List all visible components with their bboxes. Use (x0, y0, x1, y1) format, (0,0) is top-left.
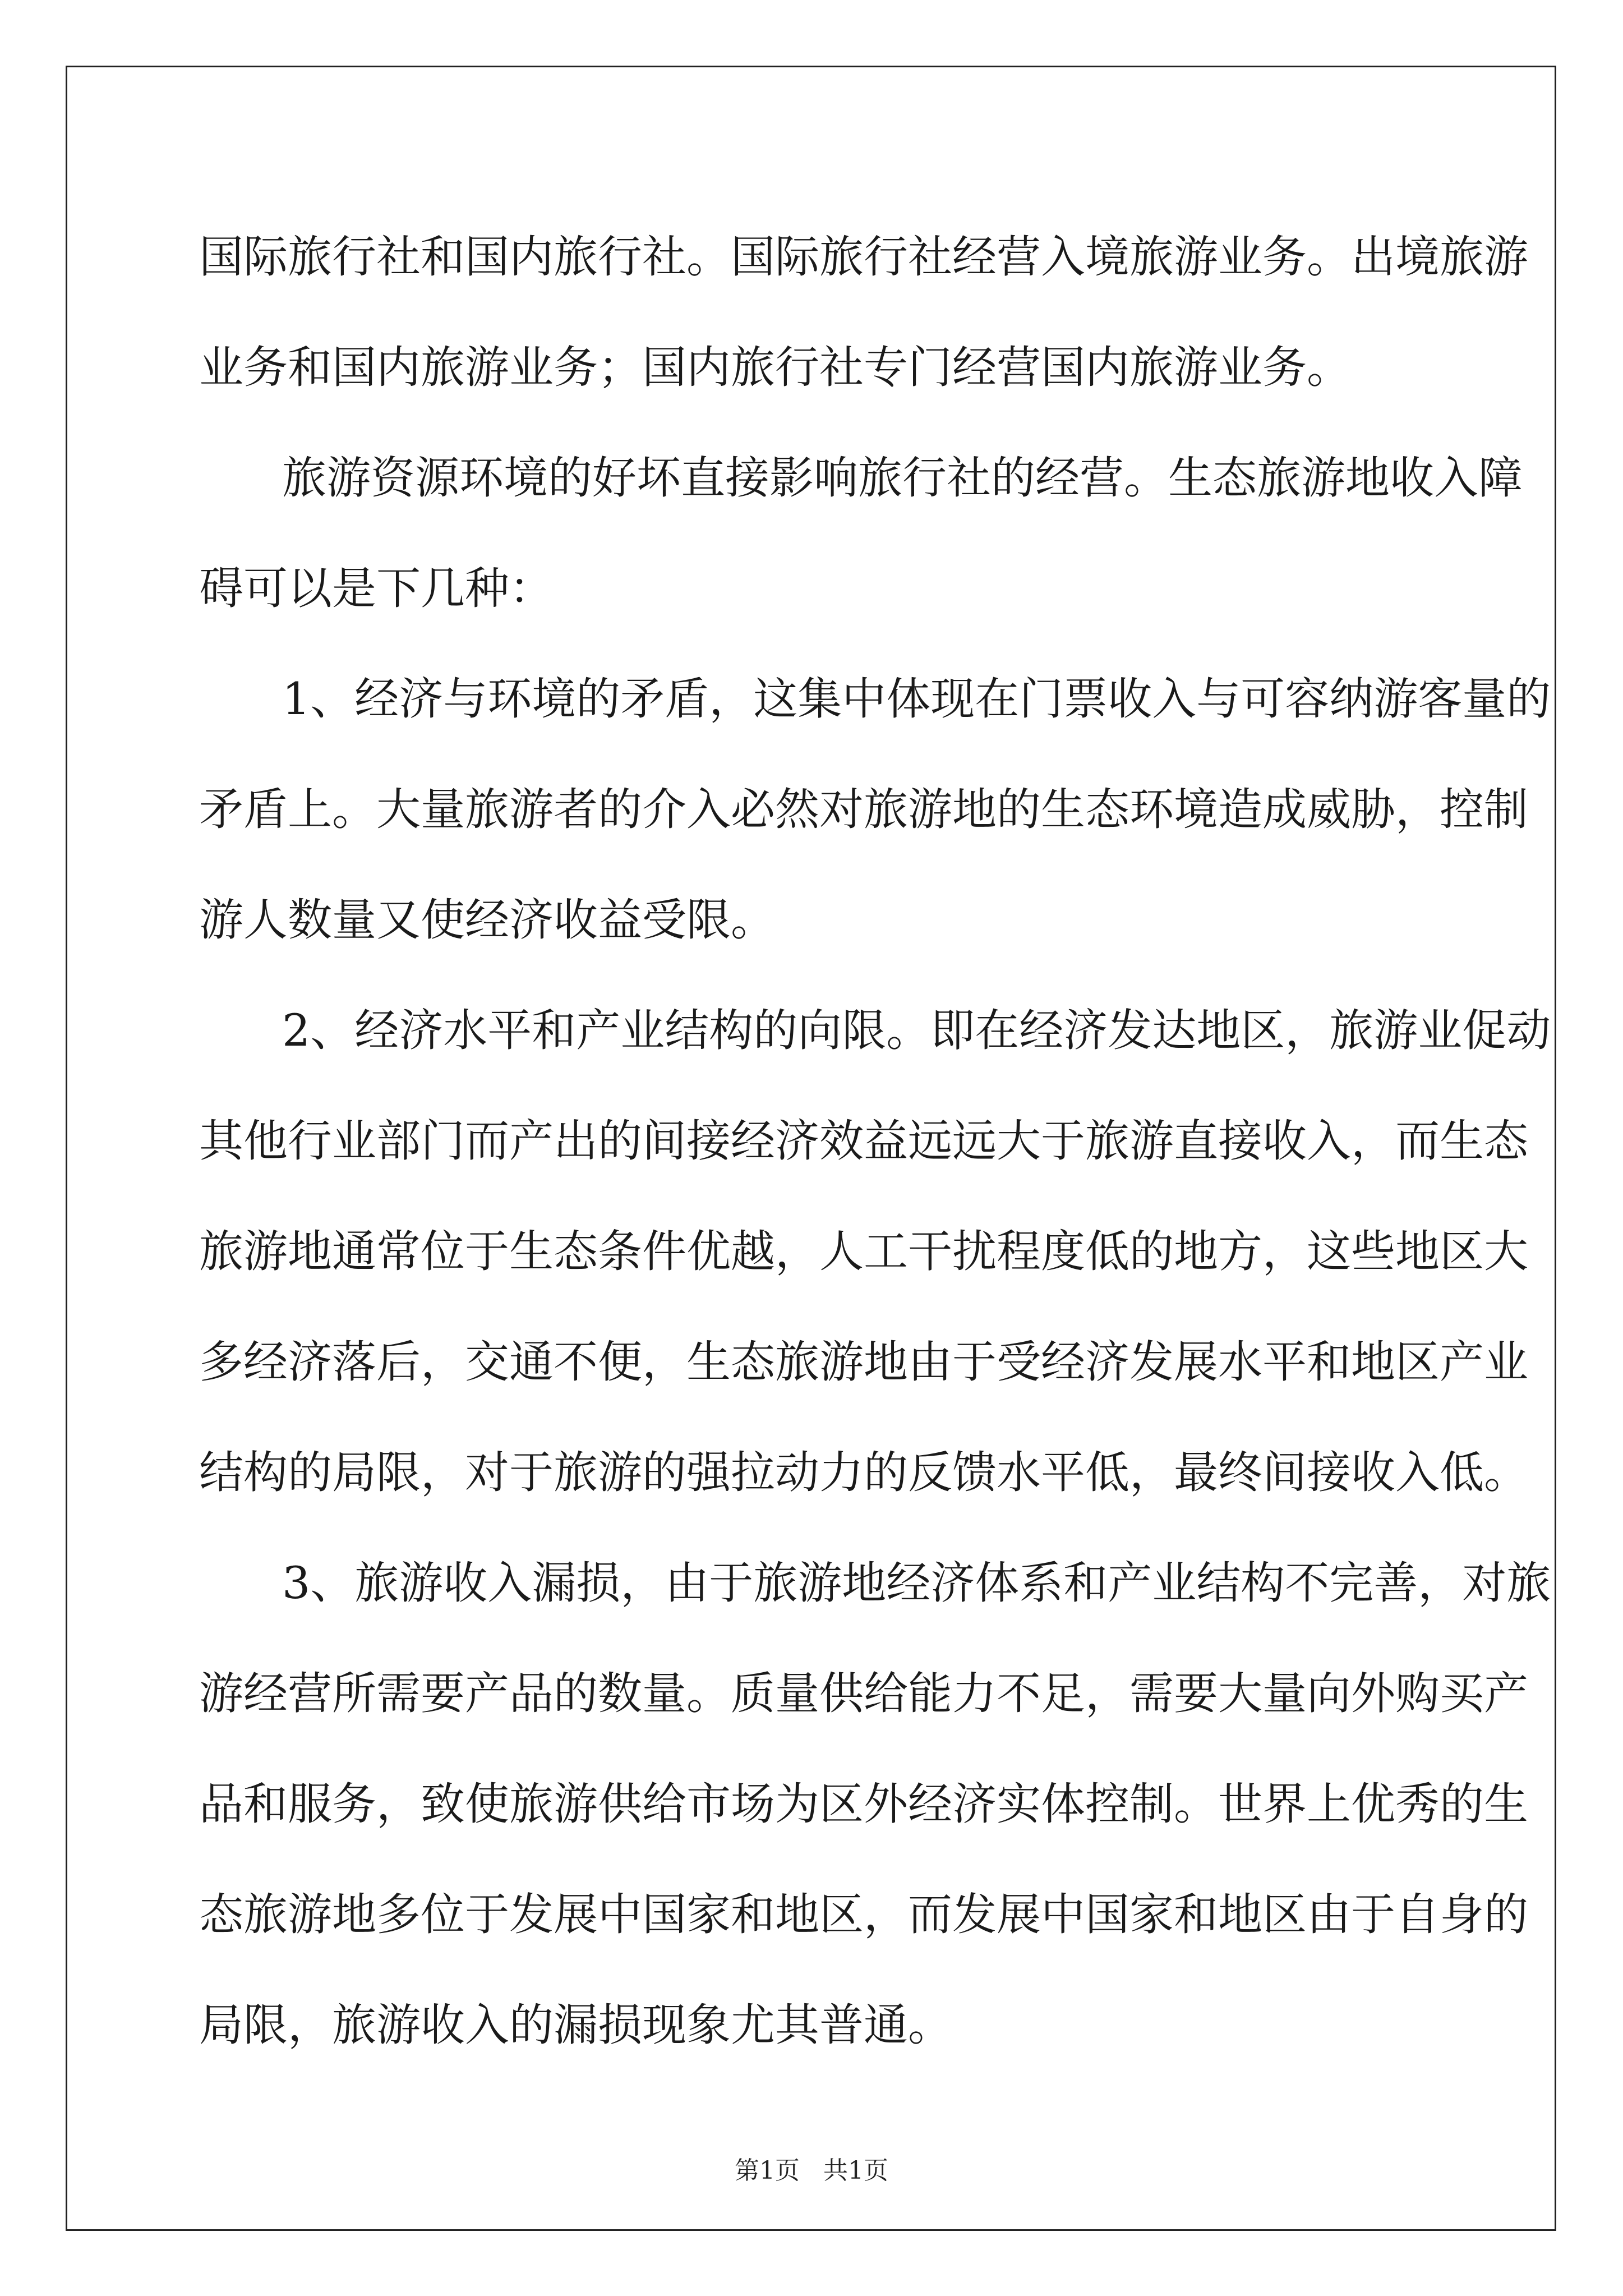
text-line: 国际旅行社和国内旅行社。国际旅行社经营入境旅游业务。出境旅游 (199, 231, 1528, 283)
text-line: 业务和国内旅游业务；国内旅行社专门经营国内旅游业务。 (199, 342, 1351, 393)
text-line: 1、经济与环境的矛盾，这集中体现在门票收入与可容纳游客量的 (282, 673, 1551, 725)
text-line: 局限，旅游收入的漏损现象尤其普通。 (199, 1999, 952, 2051)
paragraph (199, 202, 1528, 423)
text-line: 其他行业部门而产出的间接经济效益远远大于旅游直接收入，而生态 (199, 1115, 1528, 1167)
text-line: 游人数量又使经济收益受限。 (199, 894, 775, 946)
text-line: 旅游地通常位于生态条件优越，人工干扰程度低的地方，这些地区大 (199, 1226, 1528, 1277)
paragraph (199, 423, 1523, 644)
page-total: 共1页 (823, 2156, 888, 2185)
paragraph (199, 644, 1551, 976)
text-line: 态旅游地多位于发展中国家和地区，而发展中国家和地区由于自身的 (199, 1889, 1528, 1940)
document-body (199, 202, 1551, 2081)
text-line: 游经营所需要产品的数量。质量供给能力不足，需要大量向外购买产 (199, 1668, 1528, 1719)
text-line: 碍可以是下几种： (199, 563, 554, 614)
text-line: 矛盾上。大量旅游者的介入必然对旅游地的生态环境造成威胁，控制 (199, 784, 1528, 835)
page-number: 第1页 (735, 2156, 800, 2185)
paragraph (199, 1528, 1551, 2081)
text-line: 品和服务，致使旅游供给市场为区外经济实体控制。世界上优秀的生 (199, 1778, 1528, 1830)
text-line: 旅游资源环境的好坏直接影响旅行社的经营。生态旅游地收入障 (282, 452, 1523, 504)
paragraph (199, 976, 1551, 1528)
text-line: 3、旅游收入漏损，由于旅游地经济体系和产业结构不完善，对旅 (282, 1557, 1551, 1609)
text-line: 多经济落后，交通不便，生态旅游地由于受经济发展水平和地区产业 (199, 1336, 1528, 1388)
page-footer (0, 2154, 1623, 2188)
text-line: 结构的局限，对于旅游的强拉动力的反馈水平低，最终间接收入低。 (199, 1447, 1528, 1498)
text-line: 2、经济水平和产业结构的向限。即在经济发达地区，旅游业促动 (282, 1005, 1551, 1056)
